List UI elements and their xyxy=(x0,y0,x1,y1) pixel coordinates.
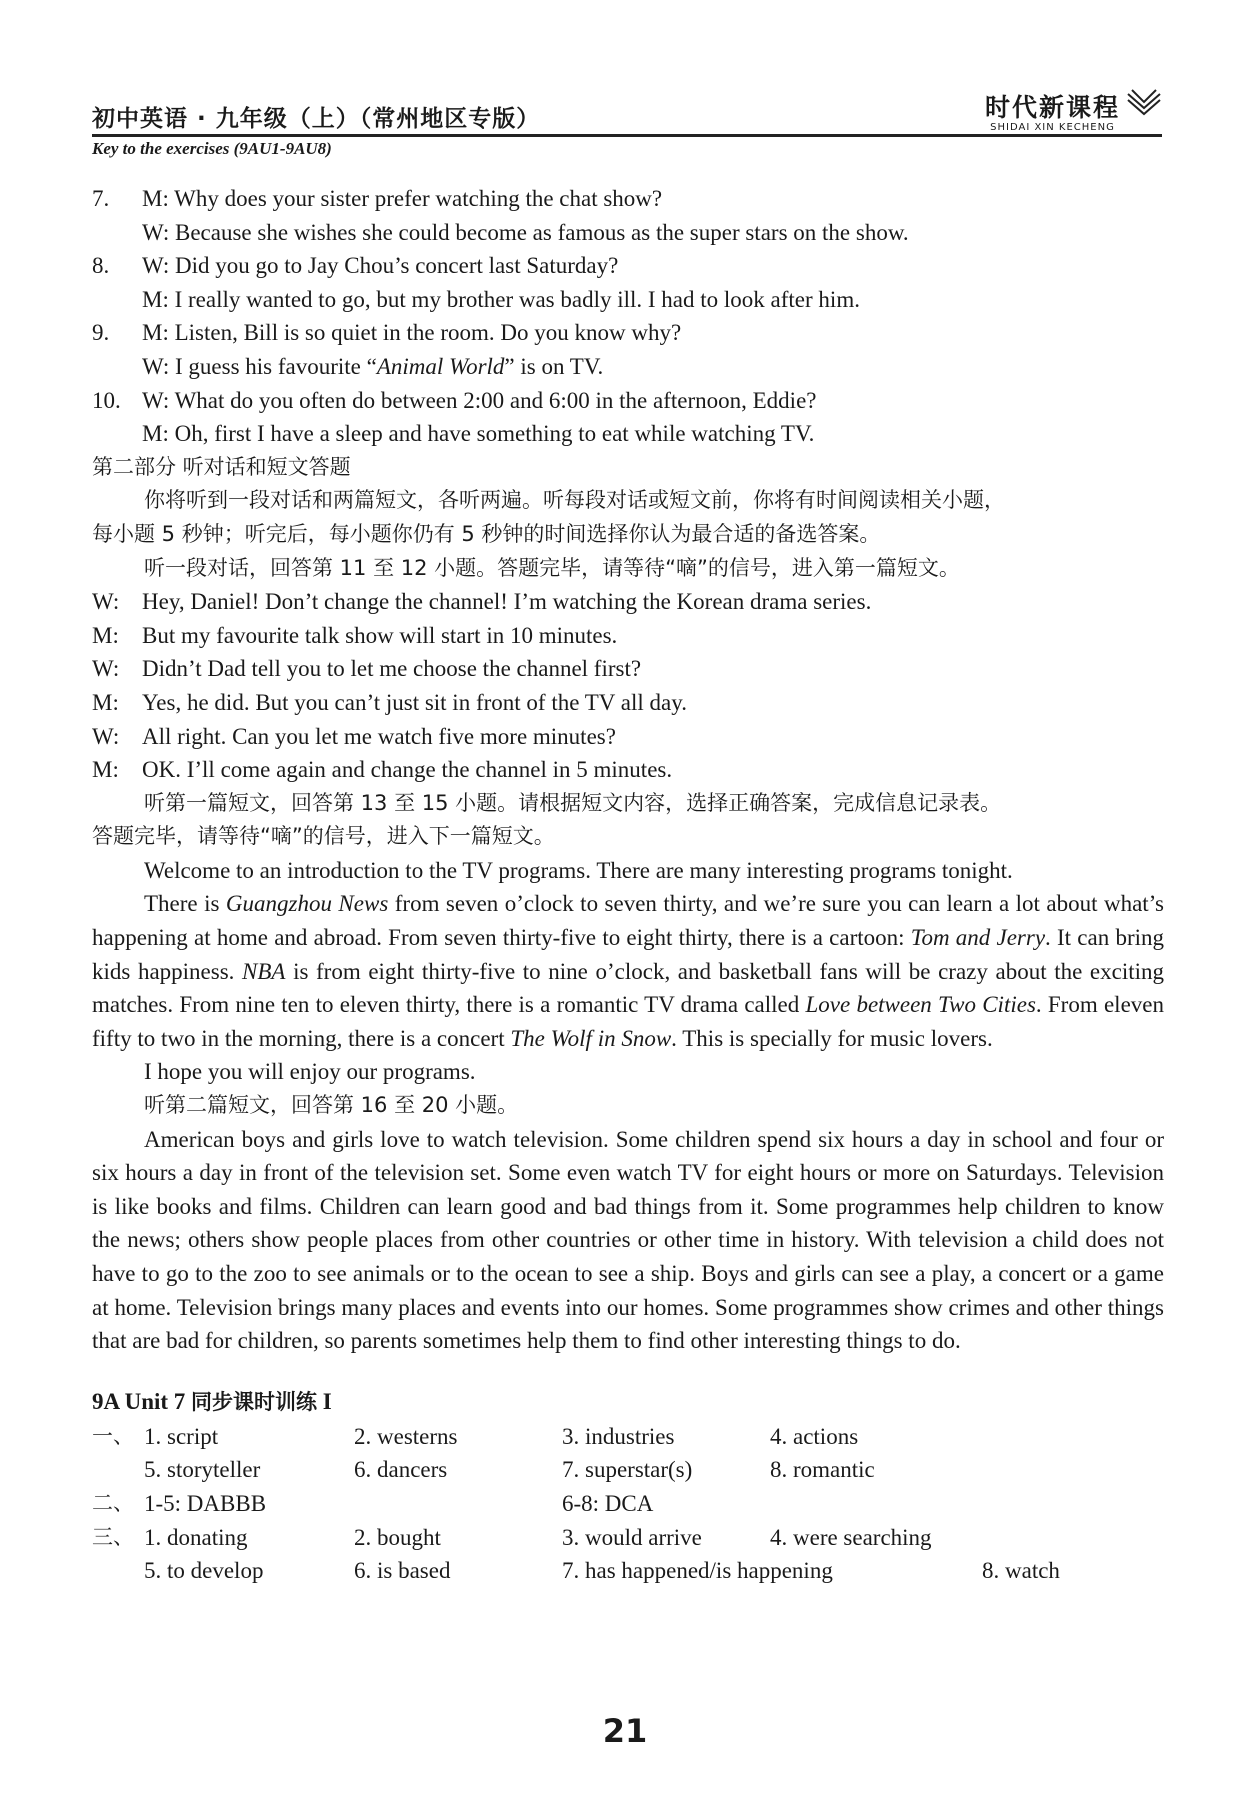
answer: 3. would arrive xyxy=(562,1524,702,1550)
speaker-label: M: xyxy=(92,757,119,783)
speaker-label: W: xyxy=(92,723,120,749)
answer: 7. superstar(s) xyxy=(562,1457,693,1483)
answer: 1-5: DABBB xyxy=(144,1490,267,1516)
conversation-line: OK. I’ll come again and change the channel in 5 minutes. xyxy=(142,757,673,783)
speaker-label: M: xyxy=(92,689,119,715)
dialogue-line xyxy=(92,350,1164,384)
passage1-paragraph: I hope you will enjoy our programs. xyxy=(144,1059,476,1085)
answer: 2. westerns xyxy=(354,1423,458,1449)
text-segment: There is xyxy=(144,891,226,917)
dialogue-line: M: Oh, first I have a sleep and have something to eat while watching TV. xyxy=(142,421,815,447)
text-segment: is from eight thirty-five to nine o’clock, and basketball fans will be crazy about the exciting matches. From nine ten to eleven thirty, there is a romantic TV drama called xyxy=(92,958,1164,1018)
answer: 1. donating xyxy=(144,1524,248,1550)
dialogue-line: W: Because she wishes she could become as famous as the super stars on the show. xyxy=(142,219,909,245)
answer: 3. industries xyxy=(562,1423,675,1449)
answer: 5. storyteller xyxy=(144,1457,261,1483)
answer: 1. script xyxy=(144,1423,219,1449)
text-segment: . This is specially for music lovers. xyxy=(671,1025,993,1051)
answer: 4. actions xyxy=(770,1423,859,1449)
exercise-key-subtitle: Key to the exercises (9AU1-9AU8) xyxy=(92,139,332,158)
conversation-line: Hey, Daniel! Don’t change the channel! I’m watching the Korean drama series. xyxy=(142,589,872,615)
passage1-intro: 答题完毕，请等待“嘀”的信号，进入下一篇短文。 xyxy=(92,824,555,849)
text-segment: W: I guess his favourite “ xyxy=(142,353,377,379)
passage1-paragraph xyxy=(92,887,1164,1055)
answer: 2. bought xyxy=(354,1524,441,1550)
dialogue-line: W: What do you often do between 2:00 and 6:00 in the afternoon, Eddie? xyxy=(142,387,817,413)
answer: 8. romantic xyxy=(770,1457,875,1483)
brand-pinyin: SHIDAI XIN KECHENG xyxy=(990,122,1115,133)
program-title: Guangzhou News xyxy=(225,891,389,917)
item-number: 10. xyxy=(92,387,121,413)
main-content xyxy=(92,182,1164,1588)
brand-name: 时代新课程 xyxy=(984,93,1120,122)
section-mark: 一、 xyxy=(92,1423,134,1448)
answers-section-3 xyxy=(92,1521,1164,1588)
book-title: 初中英语 · 九年级（上）（常州地区专版） xyxy=(92,106,541,132)
text-segment: ” is on TV. xyxy=(504,353,604,379)
conversation-line: Yes, he did. But you can’t just sit in front of the TV all day. xyxy=(142,689,687,715)
dialogue-intro: 听一段对话，回答第 11 至 12 小题。答题完毕，请等待“嘀”的信号，进入第一篇短文。 xyxy=(144,555,960,580)
answer: 7. has happened/is happening xyxy=(562,1558,833,1584)
speaker-label: W: xyxy=(92,656,120,682)
passage1-paragraph: Welcome to an introduction to the TV programs. There are many interesting programs tonight. xyxy=(144,857,1013,883)
brand-logo xyxy=(985,88,1162,133)
part2-heading: 第二部分 听对话和短文答题 xyxy=(92,454,351,479)
dialogue-7 xyxy=(92,182,1164,249)
program-title: Tom and Jerry xyxy=(910,925,1046,951)
answer: 6-8: DCA xyxy=(562,1490,654,1516)
conversation-line: Didn’t Dad tell you to let me choose the channel first? xyxy=(142,656,642,682)
passage2-intro: 听第二篇短文，回答第 16 至 20 小题。 xyxy=(144,1093,519,1118)
instructions-line: 每小题 5 秒钟；听完后，每小题你仍有 5 秒钟的时间选择你认为最合适的备选答案。 xyxy=(92,521,881,546)
dialogue-8 xyxy=(92,249,1164,316)
answer: 5. to develop xyxy=(144,1558,264,1584)
answer: 4. were searching xyxy=(770,1524,932,1550)
dialogue-10 xyxy=(92,384,1164,451)
section-mark: 二、 xyxy=(92,1490,134,1515)
header-rule xyxy=(92,134,1162,137)
unit-label: 9A Unit 7 xyxy=(92,1388,192,1414)
conversation-line: All right. Can you let me watch five more minutes? xyxy=(142,723,616,749)
program-title: Love between Two Cities xyxy=(805,992,1036,1018)
answers-section-1 xyxy=(92,1420,1164,1487)
text-segment: from seven o’clock to seven thirty, and we’re sure you can learn a lot about what’s happening at home and abroad. From seven thirty-five to eight thirty, there is a cartoon: xyxy=(92,891,1165,951)
speaker-label: M: xyxy=(92,622,119,648)
answers-section-2 xyxy=(92,1487,1164,1521)
unit-label-roman: I xyxy=(317,1388,332,1414)
conversation xyxy=(92,585,1164,787)
brand-mark-icon xyxy=(1126,88,1162,118)
passage1-intro: 听第一篇短文，回答第 13 至 15 小题。请根据短文内容，选择正确答案，完成信息记录表。 xyxy=(144,790,1002,815)
answer: 8. watch xyxy=(982,1558,1060,1584)
answer: 6. is based xyxy=(354,1558,451,1584)
dialogue-line: W: Did you go to Jay Chou’s concert last Saturday? xyxy=(142,253,619,279)
item-number: 7. xyxy=(92,186,110,211)
unit7-title xyxy=(92,1384,1164,1420)
instructions-line: 你将听到一段对话和两篇短文，各听两遍。听每段对话或短文前，你将有时间阅读相关小题， xyxy=(144,488,1005,513)
program-title: The Wolf in Snow xyxy=(510,1025,672,1051)
program-title: Animal World xyxy=(376,353,505,379)
program-title: NBA xyxy=(242,958,286,984)
dialogue-line: M: Why does your sister prefer watching the chat show? xyxy=(142,186,663,211)
dialogue-9 xyxy=(92,316,1164,383)
section-mark: 三、 xyxy=(92,1524,134,1549)
speaker-label: W: xyxy=(92,589,120,615)
item-number: 8. xyxy=(92,253,110,279)
passage2-paragraph: American boys and girls love to watch television. Some children spend six hours a day in school and four or six hours a day in front of the television set. Some even watch TV for eight hours or more on Saturdays. Television is like books and films. Children can learn good and bad things from it. Some programmes help children to know the news; others show people places from other countries or other time in history. With television a child does not have to go to the zoo to see animals or to the ocean to see a ship. Boys and girls can see a play, a concert or a game at home. Television brings many places and events into our homes. Some programmes show crimes and other things that are bad for children, so parents sometimes help them to find other interesting things to do. xyxy=(92,1126,1164,1354)
text-segment: . From eleven fifty to two in the morning, there is a concert xyxy=(92,992,1164,1051)
dialogue-line: M: Listen, Bill is so quiet in the room. Do you know why? xyxy=(142,320,682,346)
text-segment: . It can bring kids happiness. xyxy=(92,925,1164,984)
item-number: 9. xyxy=(92,320,110,346)
unit-label-cn: 同步课时训练 xyxy=(191,1389,318,1414)
conversation-line: But my favourite talk show will start in 10 minutes. xyxy=(142,622,618,648)
dialogue-line: M: I really wanted to go, but my brother was badly ill. I had to look after him. xyxy=(142,286,860,312)
answer: 6. dancers xyxy=(354,1457,448,1483)
page-number: 21 xyxy=(602,1712,648,1750)
